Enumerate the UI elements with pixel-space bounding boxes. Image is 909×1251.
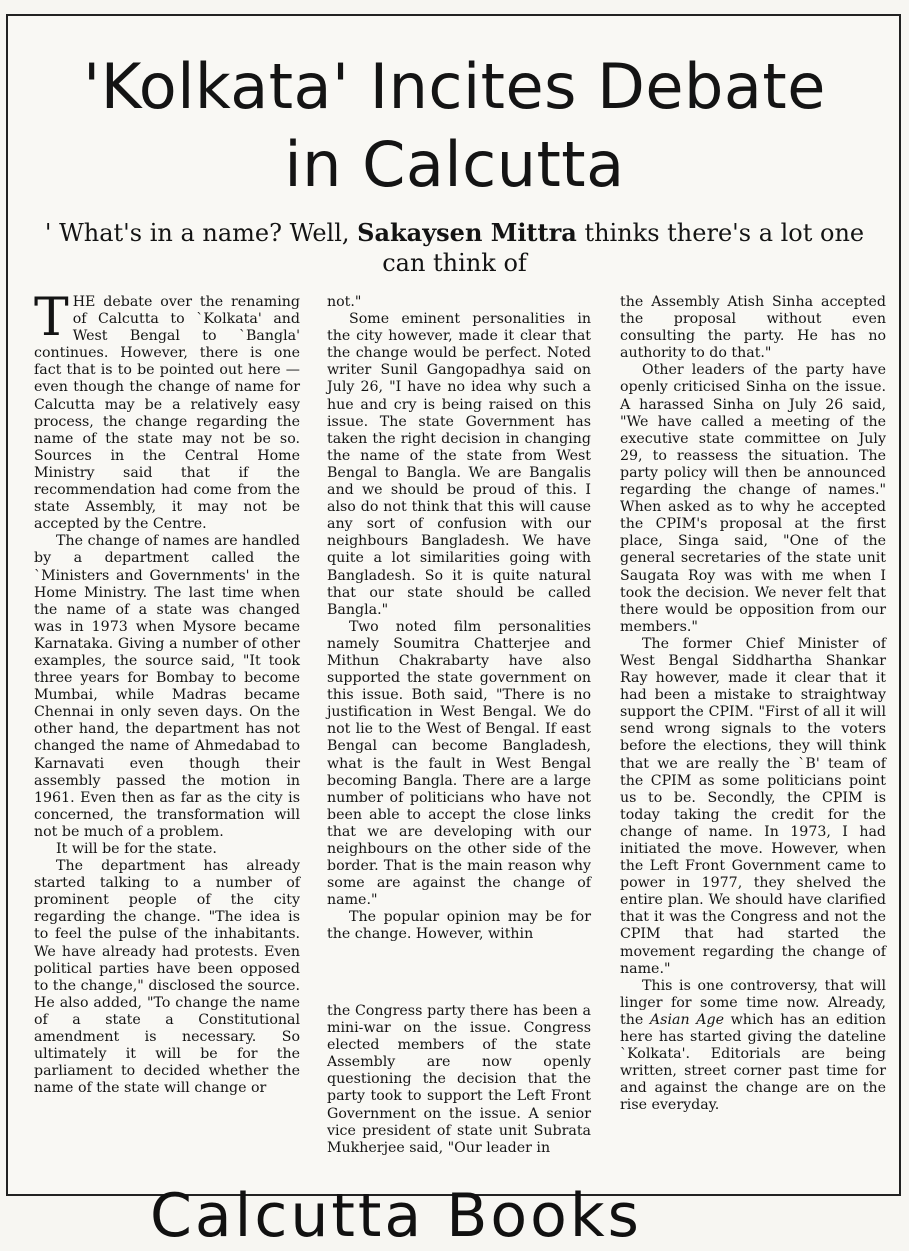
headline-line-1: 'Kolkata' Incites Debate [83,50,826,123]
article-column-3 [620,294,886,1115]
headline [0,48,909,204]
paragraph: the Assembly Atish Sinha accepted the proposal without even consulting the party. He has no authority to do that." [620,294,886,362]
paragraph: Some eminent personalities in the city however, made it clear that the change would be perfect. Noted writer Sunil Gangopadhya said on July 26, "I have no idea why such a hue and cry is being raised on this issue. The state Government has taken the right decision in changing the name of the state from West Bengal to Bangla. We are Bangalis and we should be proud of this. I also do not think that this will cause any sort of confusion with our neighbours Bangladesh. We have quite a lot similarities going with Bangladesh. So it is quite natural that our state should be called Bangla." [327,311,591,618]
drop-cap: T [34,288,69,348]
paragraph: The department has already started talking to a number of prominent people of the city regarding the change. "The idea is to feel the pulse of the inhabitants. We have already had protests. Even political parties have been opposed to the change," disclosed the source. He also added, "To change the name of a state a Constitutional amendment is necessary. So ultimately it will be for the parliament to decided whether the name of the state will change or [34,858,300,1097]
article-column-1 [34,288,300,1097]
paragraph: This is one controversy, that will linger for some time now. Already, the Asian Age which has an edition here has started giving the dateline `Kolkata'. Editorials are being written, street corner past time for and against the change are on the rise everyday. [620,977,886,1114]
paragraph: THE debate over the renaming of Calcutta to `Kolkata' and West Bengal to `Bangla' continues. However, there is one fact that is to be pointed out here — even though the change of name for Calcutta may be a relatively easy process, the change regarding the name of the state may not be so. Sources in the Central Home Ministry said that if the recommendation had come from the state Assembly, it may not be accepted by the Centre. [34,288,300,533]
paragraph: the Congress party there has been a mini-war on the issue. Congress elected members of the state Assembly are now openly questioning the decision that the party took to support the Left Front Government on the issue. A senior vice president of state unit Subrata Mukherjee said, "Our leader in [327,1003,591,1156]
paragraph: The change of names are handled by a department called the `Ministers and Governments' in the Home Ministry. The last time when the name of a state was changed was in 1973 when Mysore became Karnataka. Giving a number of other examples, the source said, "It took three years for Bombay to become Mumbai, while Madras became Chennai in only seven days. On the other hand, the department has not changed the name of Ahmedabad to Karnavati even though their assembly passed the motion in 1961. Even then as far as the city is concerned, the transformation will not be much of a problem. [34,533,300,840]
deck-post: thinks there's a lot one can think of [382,219,865,277]
publication-name: Asian Age [649,1011,724,1028]
next-article-headline-fragment: Calcutta Books [150,1181,642,1251]
paragraph: The former Chief Minister of West Bengal Siddhartha Shankar Ray however, made it clear that it had been a mistake to straightway support the CPIM. "First of all it will send wrong signals to the voters before the elections, they will think that we are really the `B' team of the CPIM as some politicians point us to be. Secondly, the CPIM is today taking the credit for the change of name. In 1973, I had initiated the move. However, when the Left Front Government came to power in 1977, they shelved the entire plan. We should have clarified that it was the Congress and not the CPIM that had started the movement regarding the change of name." [620,635,886,977]
headline-line-2: in Calcutta [284,128,625,201]
paragraph: Other leaders of the party have openly criticised Sinha on the issue. A harassed Sinha on July 26 said, "We have called a meeting of the executive state committee on July 29, to reassess the situation. The party policy will then be announced regarding the change of names." When asked as to why he accepted the CPIM's proposal at the first place, Singa said, "One of the general secretaries of the state unit Saugata Roy was with me when I took the decision. We never felt that there would be opposition from our members." [620,362,886,635]
paragraph: It will be for the state. [56,841,217,857]
deck-pre: ' What's in a name? Well, [44,219,358,247]
paragraph: The popular opinion may be for the change. However, within [327,909,591,943]
paragraph: Two noted film personalities namely Soumitra Chatterjee and Mithun Chakrabarty have also supported the state government on this issue. Both said, "There is no justification in West Bengal. We do not lie to the West of Bengal. If east Bengal can become Bangladesh, what is the fault in West Bengal becoming Bangla. There are a large number of politicians who have not been able to accept the close links that we are developing with our neighbours on the other side of the border. That is the main reason why some are against the change of name." [327,618,591,909]
deck-subheading [30,218,879,278]
article-column-2-continuation [327,1003,591,1157]
paragraph: not." [327,294,362,310]
article-column-2 [327,294,591,944]
deck-author: Sakaysen Mittra [357,218,577,247]
